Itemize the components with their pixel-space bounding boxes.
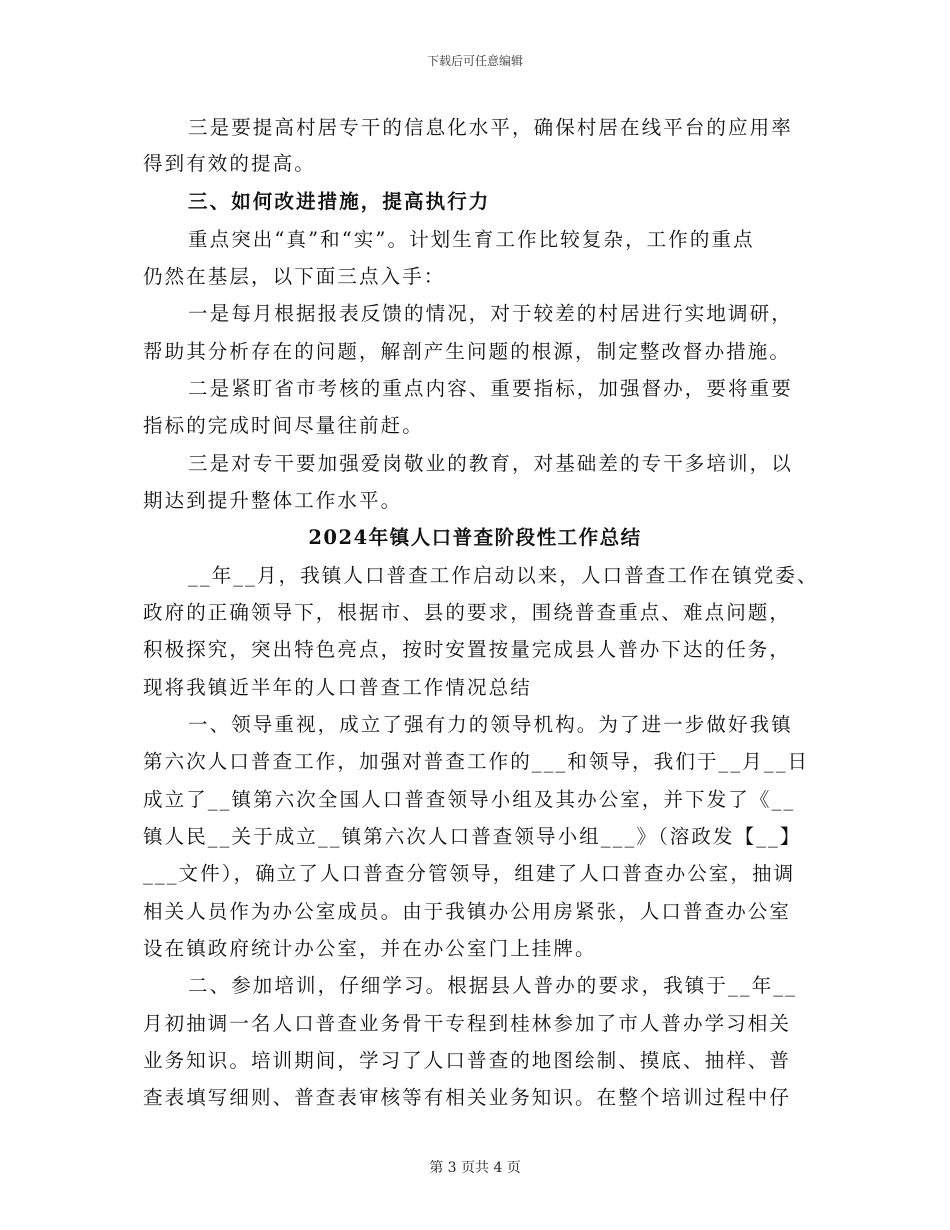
body-line: ___文件），确立了人口普查分管领导，组建了人口普查办公室，抽调 — [143, 862, 796, 885]
document-title: 2024年镇人口普查阶段性工作总结 — [308, 526, 642, 549]
section-heading: 三、如何改进措施，提高执行力 — [188, 190, 491, 213]
body-line: 三是对专干要加强爱岗敬业的教育，对基础差的专干多培训，以 — [188, 452, 793, 475]
body-line: 月初抽调一名人口普查业务骨干专程到桂林参加了市人普办学习相关 — [143, 1012, 792, 1035]
body-line: 期达到提升整体工作水平。 — [143, 489, 403, 512]
body-line: 查表填写细则、普查表审核等有相关业务知识。在整个培训过程中仔 — [143, 1086, 792, 1109]
body-line: 指标的完成时间尽量往前赶。 — [143, 414, 424, 437]
body-line: 政府的正确领导下，根据市、县的要求，围绕普查重点、难点问题， — [143, 601, 792, 624]
body-line: 第六次人口普查工作，加强对普查工作的___和领导，我们于__月__日 — [143, 750, 810, 773]
body-line: 相关人员作为办公室成员。由于我镇办公用房紧张，人口普查办公室 — [143, 900, 792, 923]
body-line: __年__月，我镇人口普查工作启动以来，人口普查工作在镇党委、 — [188, 564, 819, 587]
body-line: 镇人民__关于成立__镇第六次人口普查领导小组___》（溶政发【__】 — [143, 825, 802, 848]
body-line: 三是要提高村居专干的信息化水平，确保村居在线平台的应用率 — [188, 116, 793, 139]
body-line: 现将我镇近半年的人口普查工作情况总结 — [143, 676, 532, 699]
body-line: 积极探究，突出特色亮点，按时安置按量完成县人普办下达的任务， — [143, 638, 792, 661]
body-line: 设在镇政府统计办公室，并在办公室门上挂牌。 — [143, 937, 597, 960]
body-line: 业务知识。培训期间，学习了人口普查的地图绘制、摸底、抽样、普 — [143, 1049, 792, 1072]
body-line: 成立了__镇第六次全国人口普查领导小组及其办公室，并下发了《__ — [143, 788, 796, 811]
body-line: 二是紧盯省市考核的重点内容、重要指标，加强督办，要将重要 — [188, 377, 793, 400]
body-line: 重点突出“真”和“实”。计划生育工作比较复杂，工作的重点 — [188, 228, 755, 251]
page-header: 下载后可任意编辑 — [426, 54, 523, 68]
body-line: 一、领导重视，成立了强有力的领导机构。为了进一步做好我镇 — [188, 713, 793, 736]
body-line: 一是每月根据报表反馈的情况，对于较差的村居进行实地调研， — [188, 302, 793, 325]
page-footer: 第 3 页共 4 页 — [429, 1160, 521, 1176]
body-line: 二、参加培训，仔细学习。根据县人普办的要求，我镇于__年__ — [188, 974, 797, 997]
body-line: 帮助其分析存在的问题，解剖产生问题的根源，制定整改督办措施。 — [143, 340, 792, 363]
body-line: 仍然在基层，以下面三点入手： — [143, 265, 446, 288]
body-line: 得到有效的提高。 — [143, 152, 316, 175]
